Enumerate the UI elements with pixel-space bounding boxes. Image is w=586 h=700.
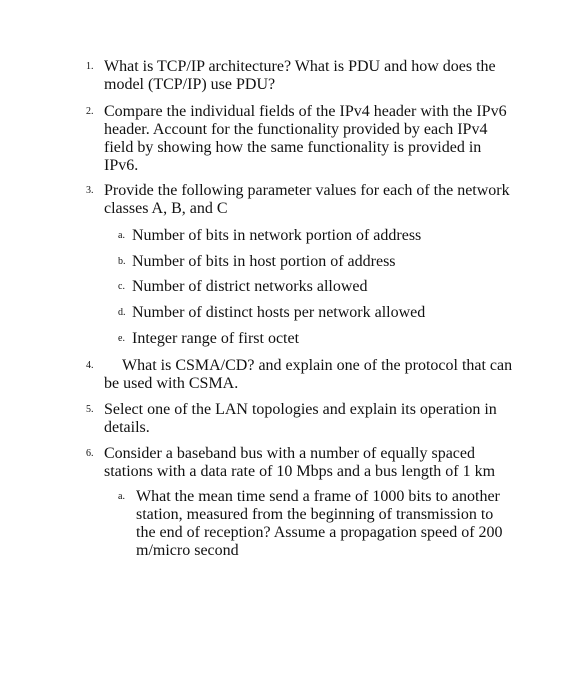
- sub-question-text: Number of bits in network portion of address: [132, 227, 422, 244]
- question-number: 4.: [86, 360, 94, 371]
- question-number: 2.: [86, 106, 94, 117]
- question-text: Consider a baseband bus with a number of equally spaced stations with a data rate of 10 Mbps and a bus length of 1 km: [104, 445, 496, 480]
- question-4: [86, 357, 516, 393]
- question-5: [86, 401, 516, 437]
- question-text: What is CSMA/CD? and explain one of the protocol that can be used with CSMA.: [104, 357, 513, 392]
- question-1: [86, 58, 516, 94]
- sub-question-3a: [118, 227, 518, 245]
- question-6: [86, 445, 516, 481]
- question-number: 5.: [86, 404, 94, 415]
- sub-question-3e: [118, 330, 518, 348]
- sub-question-text: Integer range of first octet: [132, 330, 300, 347]
- question-2: [86, 103, 516, 175]
- question-text: Compare the individual fields of the IPv4 header with the IPv6 header. Account for the functionality provided by each IPv4 field by showing how the same functionality is provided in IPv6.: [104, 103, 507, 174]
- question-number: 1.: [86, 61, 94, 72]
- sub-question-text: What the mean time send a frame of 1000 bits to another station, measured from the beginning of transmission to the end of reception? Assume a propagation speed of 200 m/micro second: [136, 488, 503, 559]
- sub-question-3d: [118, 304, 518, 322]
- sub-question-3c: [118, 278, 518, 296]
- question-number: 6.: [86, 448, 94, 459]
- sub-question-number: a.: [118, 491, 125, 502]
- sub-question-number: a.: [118, 230, 125, 241]
- sub-question-number: d.: [118, 307, 126, 318]
- question-number: 3.: [86, 185, 94, 196]
- question-text: What is TCP/IP architecture? What is PDU and how does the model (TCP/IP) use PDU?: [104, 58, 496, 93]
- sub-question-text: Number of district networks allowed: [132, 278, 368, 295]
- sub-question-6a: [118, 488, 514, 560]
- sub-question-number: e.: [118, 333, 125, 344]
- question-text: Provide the following parameter values for each of the network classes A, B, and C: [104, 182, 510, 217]
- question-text: Select one of the LAN topologies and explain its operation in details.: [104, 401, 497, 436]
- question-3: [86, 182, 516, 218]
- sub-question-number: c.: [118, 281, 125, 292]
- sub-question-number: b.: [118, 256, 126, 267]
- sub-question-3b: [118, 253, 518, 271]
- sub-question-text: Number of distinct hosts per network allowed: [132, 304, 426, 321]
- sub-question-text: Number of bits in host portion of address: [132, 253, 396, 270]
